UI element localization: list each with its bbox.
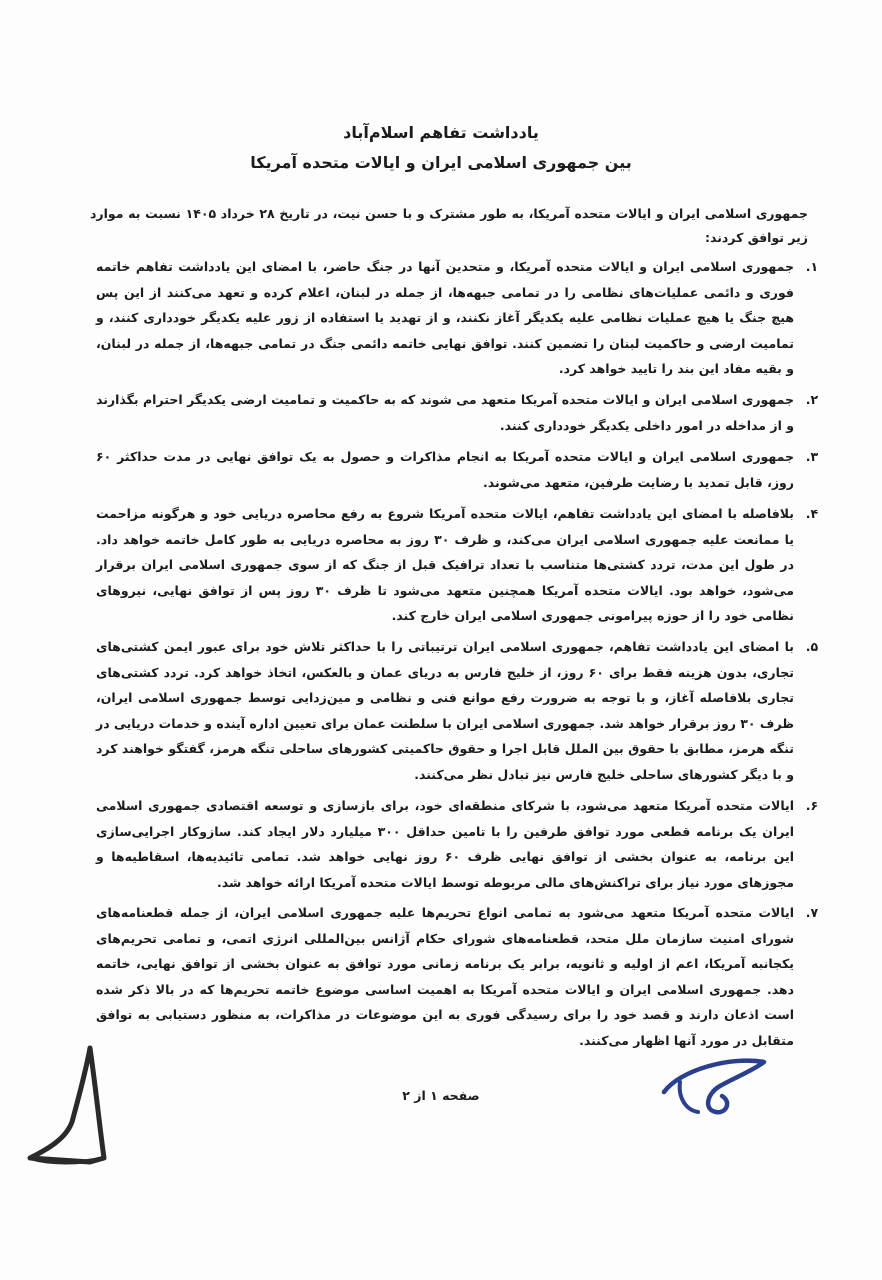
clause-2: [96, 387, 819, 439]
clause-text: جمهوری اسلامی ایران و ایالات متحده آمریکا، و متحدین آنها در جنگ حاضر، با امضای این یادداشت تفاهم خاتمه فوری و دائمی عملیات‌های نظامی را در تمامی جبهه‌ها، از جمله در لبنان، اعلام کرده و تعهد می‌کنند از این پس هیچ جنگ یا هیچ عملیات نظامی علیه یکدیگر آغاز نکنند، و از تهدید یا استفاده از زور علیه یکدیگر خودداری کنند، و تمامیت ارضی و حاکمیت لبنان را تضمین کنند. توافق نهایی خاتمه دائمی جنگ در تمامی جبهه‌ها، از جمله در لبنان، و بقیه مفاد این بند را تایید خواهد کرد.: [96, 259, 794, 377]
clause-5: [96, 634, 819, 788]
clause-text: جمهوری اسلامی ایران و ایالات متحده آمریکا متعهد می شوند که به حاکمیت و تمامیت ارضی یکدیگر احترام بگذارند و از مداخله در امور داخلی یکدیگر خودداری کنند.: [96, 392, 794, 433]
clause-text: بلافاصله با امضای این یادداشت تفاهم، ایالات متحده آمریکا شروع به رفع محاصره دریایی خود و هرگونه مزاحمت یا ممانعت علیه جمهوری اسلامی ایران می‌کند، و ظرف ۳۰ روز به محاصره دریایی به طور کامل خاتمه خواهد داد. در طول این مدت، تردد کشتی‌ها متناسب با تعداد ترافیک قبل از جنگ که از سوی جمهوری اسلامی ایران برقرار می‌شود، خواهد بود. ایالات متحده آمریکا همچنین متعهد می‌شود تا ظرف ۳۰ روز پس از توافق نهایی، نیروهای نظامی خود را از حوزه پیرامونی جمهوری اسلامی ایران خارج کند.: [96, 506, 795, 624]
clause-number: ۳.: [805, 449, 819, 464]
clause-number: ۵.: [805, 639, 819, 654]
document-title: یادداشت تفاهم اسلام‌آباد: [343, 123, 539, 142]
clause-number: ۷.: [805, 905, 819, 920]
page-number: صفحه ۱ از ۲: [402, 1088, 480, 1103]
clause-number: ۲.: [805, 392, 819, 407]
clause-list: [96, 254, 819, 1048]
clause-text: ایالات متحده آمریکا متعهد می‌شود، با شرکای منطقه‌ای خود، برای بازسازی و توسعه اقتصادی جمهوری اسلامی ایران یک برنامه قطعی مورد توافق طرفین را با تامین حداقل ۳۰۰ میلیارد دلار ایجاد کند. سازوکار اجرایی‌سازی این برنامه، به عنوان بخشی از توافق نهایی ظرف ۶۰ روز نهایی خواهد شد. تمامی تائیدیه‌ها، اسقاطیه‌ها و مجوزهای مورد نیاز برای تراکنش‌های مالی مربوطه توسط ایالات متحده آمریکا ارائه خواهد شد.: [96, 798, 795, 890]
intro-paragraph: جمهوری اسلامی ایران و ایالات متحده آمریکا، به طور مشترک و با حسن نیت، در تاریخ ۲۸ خرداد ۱۴۰۵ نسبت به موارد زیر توافق کردند:: [90, 206, 808, 245]
document-subtitle: بین جمهوری اسلامی ایران و ایالات متحده آمریکا: [250, 153, 632, 172]
clause-7: [96, 900, 819, 1048]
clause-3: [96, 444, 819, 496]
clause-1: [96, 254, 819, 382]
clause-text: با امضای این یادداشت تفاهم، جمهوری اسلامی ایران ترتیباتی را با حداکثر تلاش خود برای عبور ایمن کشتی‌های تجاری، بدون هزینه فقط برای ۶۰ روز، از خلیج فارس به دریای عمان و بالعکس، اتخاذ خواهد کرد. تردد کشتی‌های تجاری بلافاصله آغاز، و با توجه به ضرورت رفع موانع فنی و نظامی و مین‌زدایی توسط جمهوری اسلامی ایران، ظرف ۳۰ روز برقرار خواهد شد. جمهوری اسلامی ایران با سلطنت عمان برای تعیین اداره آینده و خدمات دریایی در تنگه هرمز، مطابق با حقوق بین الملل قابل اجرا و حقوق حاکمیتی کشورهای ساحلی تنگه هرمز، گفتگو خواهند کرد و با دیگر کشورهای ساحلی خلیج فارس نیز تبادل نظر می‌کنند.: [96, 639, 794, 782]
clause-text: جمهوری اسلامی ایران و ایالات متحده آمریکا به انجام مذاکرات و حصول به یک توافق نهایی در مدت حداکثر ۶۰ روز، قابل تمدید با رضایت طرفین، متعهد می‌شوند.: [96, 449, 794, 490]
clause-number: ۶.: [805, 798, 819, 813]
clause-4: [96, 501, 819, 629]
clause-number: ۴.: [805, 506, 819, 521]
clause-6: [96, 793, 819, 895]
clause-text: ایالات متحده آمریکا متعهد می‌شود به تمامی انواع تحریم‌ها علیه جمهوری اسلامی ایران، از جمله قطعنامه‌های شورای امنیت سازمان ملل متحد، قطعنامه‌های شورای حکام آژانس بین‌المللی انرژی اتمی، و تمامی تحریم‌های یکجانبه آمریکا، اعم از اولیه و ثانویه، برابر یک برنامه زمانی مورد توافق به عنوان بخشی از توافق نهایی، خاتمه دهد. جمهوری اسلامی ایران و ایالات متحده آمریکا به اهمیت اساسی موضوع خاتمه تحریم‌ها که در بالا ذکر شده است اذعان دارند و قصد خود را برای رسیدگی فوری به این موضوعات در مذاکرات، به منظور دستیابی به توافق متقابل در مورد آنها اظهار می‌کنند.: [96, 905, 794, 1048]
document-header: [0, 118, 882, 178]
clause-number: ۱.: [805, 259, 819, 274]
signature-left: [20, 1040, 110, 1170]
